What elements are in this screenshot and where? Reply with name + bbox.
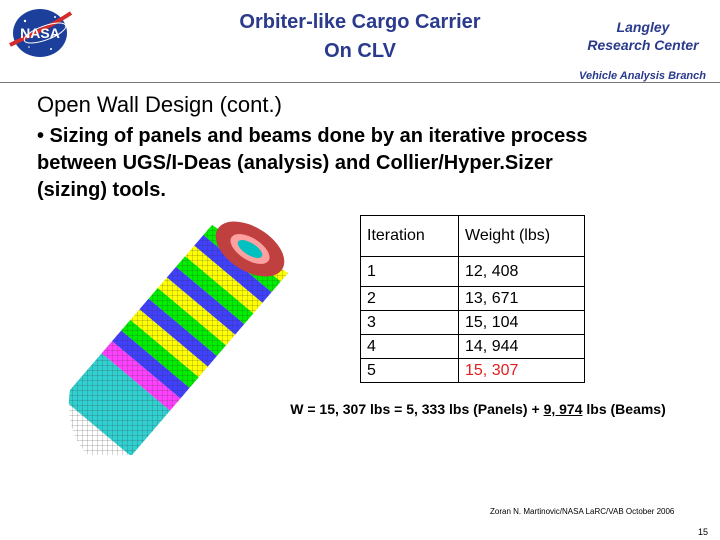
page-number: 15: [697, 527, 708, 537]
summary-suffix: lbs (Beams): [582, 401, 666, 417]
cell-weight: 14, 944: [459, 335, 585, 359]
center-name: [578, 18, 708, 54]
cell-iteration: 4: [361, 335, 459, 359]
table-row: [361, 287, 585, 311]
bullet-text: • Sizing of panels and beams done by an iterative process between UGS/I-Deas (analysis) and Collier/Hyper.Sizer (sizing) tools.: [37, 125, 588, 201]
cell-weight-final: 15, 307: [459, 359, 585, 383]
table-row: [361, 335, 585, 359]
table-row: [361, 257, 585, 287]
branch-name: Vehicle Analysis Branch: [579, 70, 706, 82]
fem-model-image: [52, 215, 352, 460]
logo-text: NASA: [20, 25, 60, 41]
cell-weight: 12, 408: [459, 257, 585, 287]
section-heading: Open Wall Design (cont.): [37, 92, 282, 117]
table-row: [361, 311, 585, 335]
cell-iteration: 1: [361, 257, 459, 287]
cell-weight: 15, 104: [459, 311, 585, 335]
title-line-1: Orbiter-like Cargo Carrier: [239, 11, 481, 33]
cell-iteration: 3: [361, 311, 459, 335]
header-divider: [0, 82, 720, 83]
nasa-logo: [5, 5, 75, 61]
iteration-weight-table: [360, 215, 585, 383]
header-weight: Weight (lbs): [459, 216, 585, 257]
cell-iteration: 5: [361, 359, 459, 383]
summary-beams-value: 9, 974: [543, 401, 583, 417]
author-credit: Zoran N. Martinovic/NASA LaRC/VAB October 2006: [490, 507, 675, 516]
center-line-1: Langley: [616, 19, 670, 35]
table-header-row: [361, 216, 585, 257]
table-row: [361, 359, 585, 383]
cell-weight: 13, 671: [459, 287, 585, 311]
center-line-2: Research Center: [587, 37, 699, 53]
weight-summary: [248, 401, 708, 417]
cell-iteration: 2: [361, 287, 459, 311]
header-iteration: Iteration: [361, 216, 459, 257]
title-line-2: On CLV: [324, 40, 396, 62]
summary-prefix: W = 15, 307 lbs = 5, 333 lbs (Panels) +: [290, 401, 544, 417]
slide-title: [180, 8, 540, 66]
